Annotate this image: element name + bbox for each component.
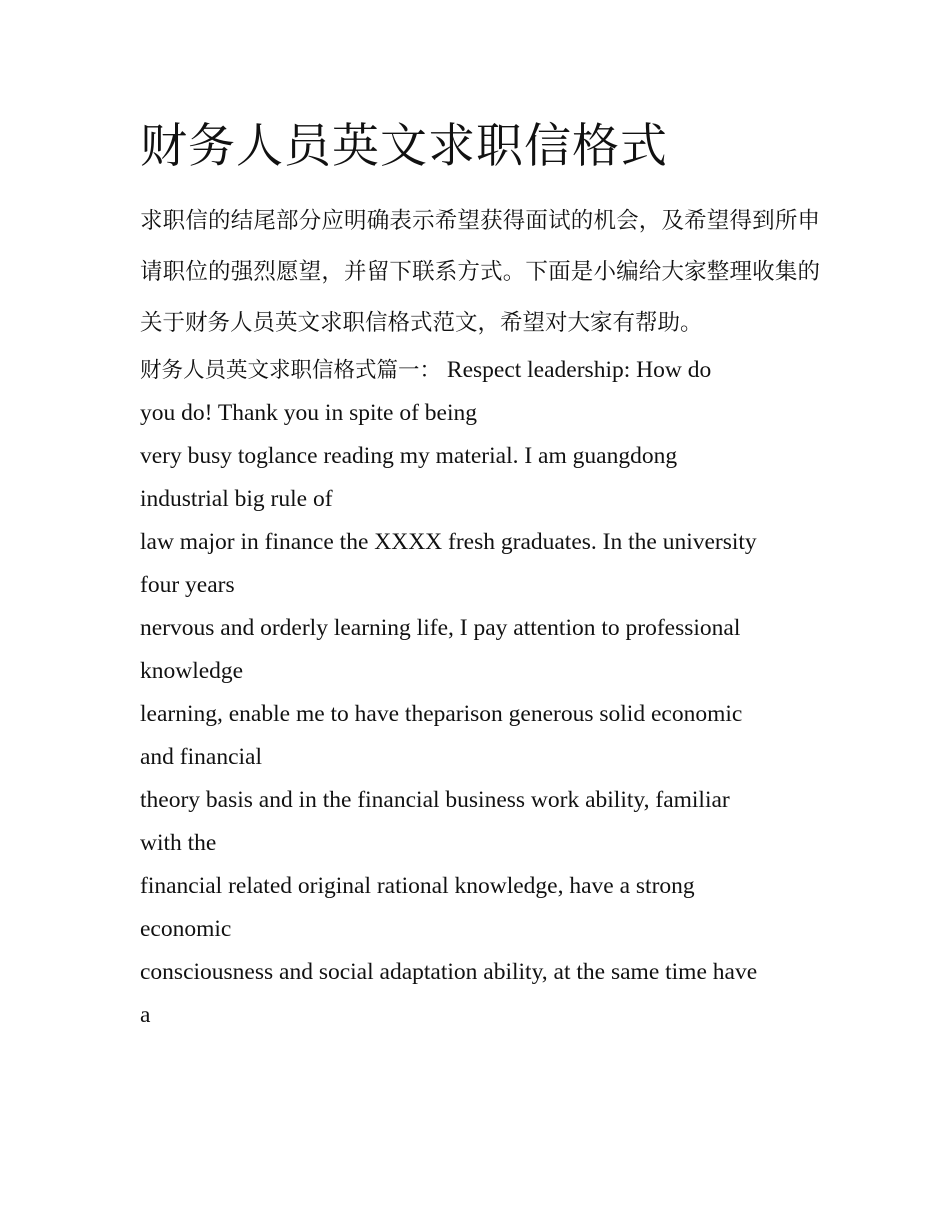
text-line: financial related original rational knowledge, have a strong — [140, 873, 695, 899]
text-line: a — [140, 1002, 151, 1028]
text-line: theory basis and in the financial business work ability, familiar — [140, 787, 730, 813]
text-line: industrial big rule of — [140, 486, 333, 512]
document-content — [140, 112, 820, 1037]
text-line: law major in finance the XXXX fresh graduates. In the university — [140, 529, 757, 555]
text-line: you do! Thank you in spite of being — [140, 400, 478, 426]
text-line: knowledge — [140, 658, 244, 684]
text-line: and financial — [140, 744, 263, 770]
line-text: Respect leadership: How do — [446, 357, 712, 383]
text-line — [140, 349, 820, 392]
text-line: learning, enable me to have theparison generous solid economic — [140, 701, 743, 727]
document-title: 财务人员英文求职信格式 — [140, 119, 668, 174]
text-line: four years — [140, 572, 235, 598]
text-line: consciousness and social adaptation ability, at the same time have — [140, 959, 758, 985]
text-line: nervous and orderly learning life, I pay attention to professional — [140, 615, 741, 641]
text-line: with the — [140, 830, 217, 856]
section-heading: 财务人员英文求职信格式篇一： — [140, 358, 442, 383]
letter-body — [140, 349, 820, 1037]
text-line: very busy toglance reading my material. I am guangdong — [140, 443, 678, 469]
text-line: economic — [140, 916, 232, 942]
intro-paragraph: 求职信的结尾部分应明确表示希望获得面试的机会，及希望得到所申请职位的强烈愿望，并留下联系方式。下面是小编给大家整理收集的关于财务人员英文求职信格式范文，希望对大家有帮助。 — [140, 208, 820, 336]
